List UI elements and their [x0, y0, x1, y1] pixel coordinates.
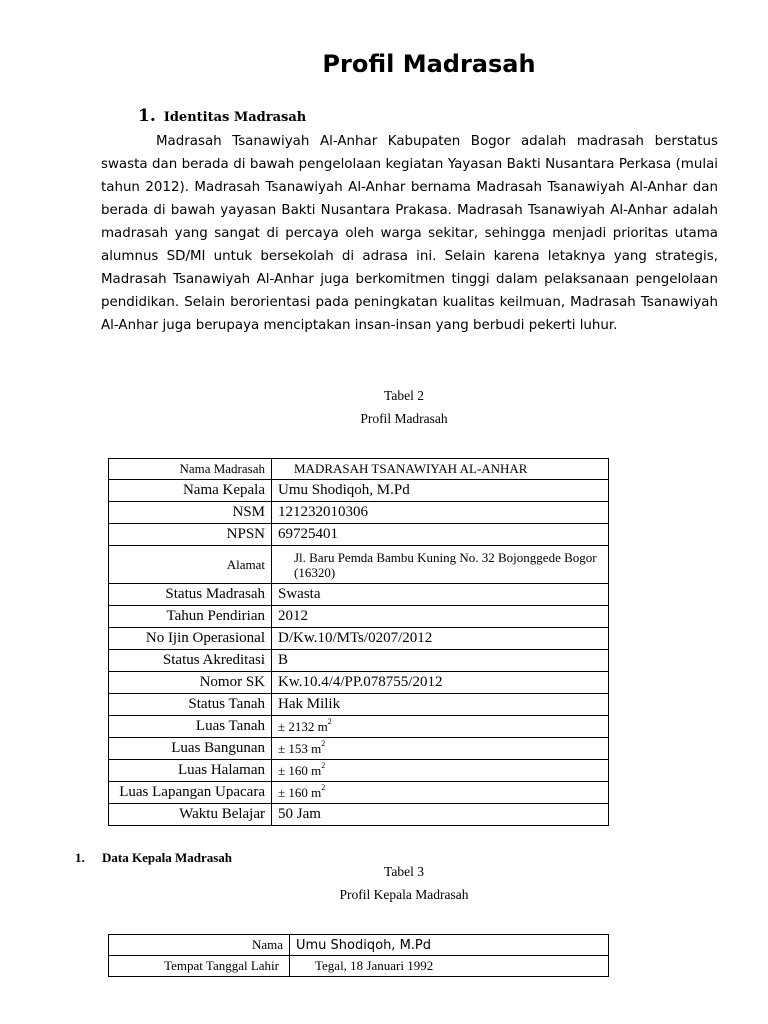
section-title: Data Kepala Madrasah — [102, 850, 232, 865]
section-number: 1. — [138, 106, 156, 126]
table-row — [109, 935, 609, 956]
row-label: Luas Lapangan Upacara — [109, 782, 272, 804]
table-row — [109, 738, 609, 760]
row-label: Nama Kepala — [109, 480, 272, 502]
row-value — [272, 738, 609, 760]
row-value: Swasta — [272, 584, 609, 606]
row-value: 50 Jam — [272, 804, 609, 826]
row-label: Waktu Belajar — [109, 804, 272, 826]
section-heading-identitas — [138, 106, 306, 126]
row-label: Nama — [109, 935, 290, 956]
row-value — [272, 716, 609, 738]
table-row — [109, 546, 609, 584]
row-value: D/Kw.10/MTs/0207/2012 — [272, 628, 609, 650]
section-number: 1. — [75, 850, 85, 865]
unit-superscript: 2 — [321, 760, 326, 770]
row-value — [272, 760, 609, 782]
profil-kepala-table — [108, 934, 609, 977]
table-row — [109, 502, 609, 524]
unit-superscript: 2 — [321, 738, 326, 748]
row-value: 2012 — [272, 606, 609, 628]
table2-caption-number: Tabel 2 — [384, 388, 424, 403]
area-value: ± 2132 m — [278, 718, 328, 734]
table-row — [109, 694, 609, 716]
row-label: No Ijin Operasional — [109, 628, 272, 650]
table3-caption-number: Tabel 3 — [384, 864, 424, 879]
table-row — [109, 804, 609, 826]
table-row — [109, 650, 609, 672]
table-row — [109, 760, 609, 782]
table-row — [109, 480, 609, 502]
table3-caption-title: Profil Kepala Madrasah — [339, 887, 469, 902]
row-label: Status Madrasah — [109, 584, 272, 606]
table-row — [109, 782, 609, 804]
row-value: Hak Milik — [272, 694, 609, 716]
table-row — [109, 606, 609, 628]
table-row — [109, 459, 609, 480]
table-row — [109, 524, 609, 546]
area-value: ± 160 m — [278, 762, 322, 778]
profil-madrasah-table — [108, 458, 609, 826]
table-row — [109, 628, 609, 650]
table-row — [109, 716, 609, 738]
row-label: Nomor SK — [109, 672, 272, 694]
row-label: Status Tanah — [109, 694, 272, 716]
page-title: Profil Madrasah — [322, 50, 536, 78]
row-value: 69725401 — [272, 524, 609, 546]
row-label: Nama Madrasah — [109, 459, 272, 480]
row-value: Tegal, 18 Januari 1992 — [290, 956, 609, 977]
row-label: NSM — [109, 502, 272, 524]
area-value: ± 153 m — [278, 740, 322, 756]
row-value: Umu Shodiqoh, M.Pd — [290, 935, 609, 956]
table-row — [109, 584, 609, 606]
row-label: NPSN — [109, 524, 272, 546]
identity-paragraph: Madrasah Tsanawiyah Al-Anhar Kabupaten Bogor adalah madrasah berstatus swasta dan berada di bawah pengelolaan kegiatan Yayasan Bakti Nusantara Perkasa (mulai tahun 2012). Madrasah Tsanawiyah Al-Anhar bernama Madrasah Tsanawiyah Al-Anhar dan berada di bawah yayasan Bakti Nusantara Prakasa. Madrasah Tsanawiyah Al-Anhar adalah madrasah yang sangat di percaya oleh warga sekitar, sehingga menjadi prioritas utama alumnus SD/MI untuk bersekolah di adrasa ini. Selain karena letaknya yang strategis, Madrasah Tsanawiyah Al-Anhar juga berkomitmen tinggi dalam pelaksanaan pengelolaan pendidikan. Selain berorientasi pada peningkatan kualitas keilmuan, Madrasah Tsanawiyah Al-Anhar juga berupaya menciptakan insan-insan yang berbudi pekerti luhur. — [101, 134, 718, 333]
table2-caption-title: Profil Madrasah — [360, 411, 448, 426]
section-title: Identitas Madrasah — [163, 110, 307, 125]
row-label: Status Akreditasi — [109, 650, 272, 672]
table-row — [109, 672, 609, 694]
row-label: Tempat Tanggal Lahir — [109, 956, 290, 977]
row-value: Kw.10.4/4/PP.078755/2012 — [272, 672, 609, 694]
row-value — [272, 782, 609, 804]
row-label: Tahun Pendirian — [109, 606, 272, 628]
row-label: Alamat — [109, 546, 272, 584]
row-label: Luas Halaman — [109, 760, 272, 782]
row-value: 121232010306 — [272, 502, 609, 524]
row-label: Luas Bangunan — [109, 738, 272, 760]
area-value: ± 160 m — [278, 784, 322, 800]
unit-superscript: 2 — [327, 716, 332, 726]
row-value: B — [272, 650, 609, 672]
unit-superscript: 2 — [321, 782, 326, 792]
row-value: Umu Shodiqoh, M.Pd — [272, 480, 609, 502]
table-row — [109, 956, 609, 977]
row-value: MADRASAH TSANAWIYAH AL-ANHAR — [272, 459, 609, 480]
row-label: Luas Tanah — [109, 716, 272, 738]
row-value: Jl. Baru Pemda Bambu Kuning No. 32 Bojonggede Bogor (16320) — [272, 546, 609, 584]
